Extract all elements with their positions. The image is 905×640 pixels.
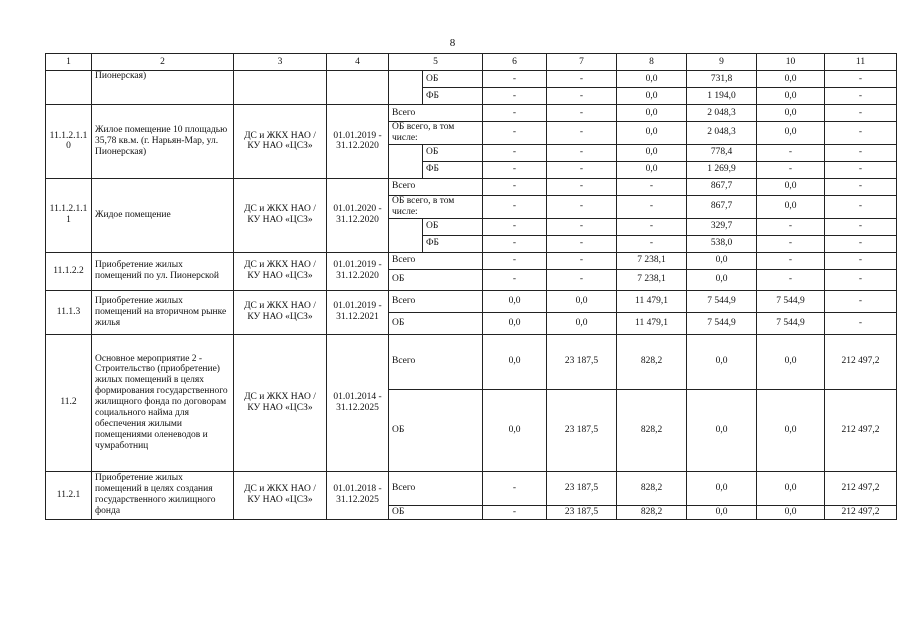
- value-cell: 867,7: [687, 195, 757, 218]
- col-header-9: 9: [687, 54, 757, 71]
- executor-cell: [234, 71, 327, 105]
- table-row: [46, 105, 897, 122]
- value-cell: 0,0: [757, 71, 825, 88]
- value-cell: -: [483, 235, 547, 252]
- value-cell: 23 187,5: [547, 505, 617, 519]
- name-cell: Пионерская): [92, 71, 234, 105]
- value-cell: 0,0: [547, 312, 617, 334]
- col-header-11: 11: [825, 54, 897, 71]
- value-cell: 0,0: [687, 471, 757, 505]
- code-cell: 11.1.2.1.1 0: [46, 105, 92, 179]
- table-row: [46, 71, 897, 88]
- value-cell: 0,0: [483, 334, 547, 389]
- name-cell: Жидое помещение: [92, 178, 234, 252]
- value-cell: 7 544,9: [687, 290, 757, 312]
- value-cell: -: [825, 290, 897, 312]
- value-cell: 828,2: [617, 389, 687, 471]
- period-cell: 01.01.2014 - 31.12.2025: [327, 334, 389, 471]
- value-cell: 7 238,1: [617, 252, 687, 269]
- period-cell: [327, 71, 389, 105]
- value-cell: -: [757, 235, 825, 252]
- value-cell: 0,0: [757, 389, 825, 471]
- value-cell: -: [483, 144, 547, 161]
- value-cell: 0,0: [757, 195, 825, 218]
- value-cell: -: [483, 252, 547, 269]
- value-cell: -: [547, 144, 617, 161]
- value-cell: 0,0: [757, 88, 825, 105]
- value-cell: 0,0: [483, 312, 547, 334]
- value-cell: 7 544,9: [757, 290, 825, 312]
- value-cell: -: [547, 252, 617, 269]
- value-cell: 828,2: [617, 505, 687, 519]
- value-cell: -: [825, 269, 897, 290]
- funding-type-cell: ОБ: [389, 269, 483, 290]
- value-cell: 0,0: [687, 334, 757, 389]
- value-cell: -: [825, 122, 897, 145]
- value-cell: 1 269,9: [687, 161, 757, 178]
- value-cell: -: [483, 105, 547, 122]
- executor-cell: ДС и ЖКХ НАО / КУ НАО «ЦСЗ»: [234, 252, 327, 290]
- code-cell: 11.1.3: [46, 290, 92, 334]
- value-cell: -: [483, 471, 547, 505]
- funding-type-cell: ОБ: [389, 389, 483, 471]
- value-cell: 212 497,2: [825, 334, 897, 389]
- col-header-1: 1: [46, 54, 92, 71]
- value-cell: 11 479,1: [617, 312, 687, 334]
- funding-type-cell: ФБ: [423, 235, 483, 252]
- code-cell: 11.2.1: [46, 471, 92, 519]
- funding-type-cell: ОБ всего, в том числе:: [389, 122, 483, 145]
- indent-cell: [389, 71, 423, 105]
- value-cell: 7 544,9: [687, 312, 757, 334]
- value-cell: 2 048,3: [687, 122, 757, 145]
- value-cell: -: [757, 269, 825, 290]
- indent-cell: [389, 218, 423, 252]
- executor-cell: ДС и ЖКХ НАО / КУ НАО «ЦСЗ»: [234, 334, 327, 471]
- period-cell: 01.01.2018 - 31.12.2025: [327, 471, 389, 519]
- value-cell: 11 479,1: [617, 290, 687, 312]
- col-header-2: 2: [92, 54, 234, 71]
- funding-type-cell: Всего: [389, 252, 483, 269]
- period-cell: 01.01.2020 - 31.12.2020: [327, 178, 389, 252]
- col-header-5: 5: [389, 54, 483, 71]
- period-cell: 01.01.2019 - 31.12.2020: [327, 252, 389, 290]
- value-cell: 0,0: [617, 105, 687, 122]
- value-cell: 329,7: [687, 218, 757, 235]
- value-cell: -: [483, 88, 547, 105]
- value-cell: 23 187,5: [547, 471, 617, 505]
- value-cell: 0,0: [687, 389, 757, 471]
- funding-type-cell: ОБ: [389, 312, 483, 334]
- value-cell: 0,0: [617, 122, 687, 145]
- value-cell: 0,0: [617, 161, 687, 178]
- col-header-8: 8: [617, 54, 687, 71]
- col-header-3: 3: [234, 54, 327, 71]
- value-cell: 212 497,2: [825, 471, 897, 505]
- value-cell: -: [483, 161, 547, 178]
- value-cell: 0,0: [483, 290, 547, 312]
- name-cell: Приобретение жилых помещений в целях создания государственного жилищного фонда: [92, 471, 234, 519]
- value-cell: 212 497,2: [825, 389, 897, 471]
- value-cell: 2 048,3: [687, 105, 757, 122]
- value-cell: 778,4: [687, 144, 757, 161]
- col-header-10: 10: [757, 54, 825, 71]
- value-cell: -: [757, 252, 825, 269]
- col-header-7: 7: [547, 54, 617, 71]
- code-cell: 11.1.2.1.1 1: [46, 178, 92, 252]
- period-cell: 01.01.2019 - 31.12.2020: [327, 105, 389, 179]
- funding-type-cell: ОБ: [423, 144, 483, 161]
- value-cell: -: [547, 218, 617, 235]
- value-cell: -: [547, 105, 617, 122]
- col-header-6: 6: [483, 54, 547, 71]
- value-cell: -: [825, 195, 897, 218]
- col-header-4: 4: [327, 54, 389, 71]
- value-cell: 212 497,2: [825, 505, 897, 519]
- budget-table: [45, 53, 897, 520]
- value-cell: 731,8: [687, 71, 757, 88]
- value-cell: -: [825, 312, 897, 334]
- value-cell: -: [547, 88, 617, 105]
- value-cell: -: [483, 122, 547, 145]
- value-cell: -: [547, 235, 617, 252]
- value-cell: -: [825, 252, 897, 269]
- value-cell: -: [547, 161, 617, 178]
- value-cell: -: [757, 161, 825, 178]
- value-cell: 0,0: [687, 252, 757, 269]
- table-row: [46, 252, 897, 269]
- value-cell: 0,0: [483, 389, 547, 471]
- funding-type-cell: Всего: [389, 105, 483, 122]
- value-cell: -: [483, 71, 547, 88]
- value-cell: -: [617, 195, 687, 218]
- indent-cell: [389, 144, 423, 178]
- period-cell: 01.01.2019 - 31.12.2021: [327, 290, 389, 334]
- value-cell: -: [825, 178, 897, 195]
- page-number: 8: [449, 37, 456, 49]
- funding-type-cell: Всего: [389, 178, 483, 195]
- table-row: [46, 334, 897, 389]
- value-cell: 867,7: [687, 178, 757, 195]
- value-cell: -: [483, 178, 547, 195]
- value-cell: -: [825, 144, 897, 161]
- value-cell: -: [547, 178, 617, 195]
- value-cell: -: [483, 195, 547, 218]
- funding-type-cell: ФБ: [423, 161, 483, 178]
- value-cell: -: [547, 195, 617, 218]
- funding-type-cell: ФБ: [423, 88, 483, 105]
- value-cell: 0,0: [757, 334, 825, 389]
- code-cell: 11.1.2.2: [46, 252, 92, 290]
- funding-type-cell: ОБ: [423, 71, 483, 88]
- value-cell: -: [825, 218, 897, 235]
- value-cell: -: [825, 105, 897, 122]
- value-cell: -: [483, 269, 547, 290]
- value-cell: 828,2: [617, 334, 687, 389]
- value-cell: -: [825, 235, 897, 252]
- code-cell: [46, 71, 92, 105]
- executor-cell: ДС и ЖКХ НАО / КУ НАО «ЦСЗ»: [234, 471, 327, 519]
- value-cell: 7 238,1: [617, 269, 687, 290]
- header-row: [46, 54, 897, 71]
- value-cell: 0,0: [617, 88, 687, 105]
- value-cell: -: [757, 144, 825, 161]
- table-body: [46, 54, 897, 520]
- executor-cell: ДС и ЖКХ НАО / КУ НАО «ЦСЗ»: [234, 105, 327, 179]
- executor-cell: ДС и ЖКХ НАО / КУ НАО «ЦСЗ»: [234, 178, 327, 252]
- value-cell: 0,0: [757, 178, 825, 195]
- value-cell: 0,0: [617, 144, 687, 161]
- value-cell: -: [483, 505, 547, 519]
- name-cell: Жилое помещение 10 площадью 35,78 кв.м. (г. Нарьян-Мар, ул. Пионерская): [92, 105, 234, 179]
- value-cell: 0,0: [547, 290, 617, 312]
- value-cell: 1 194,0: [687, 88, 757, 105]
- funding-type-cell: ОБ: [423, 218, 483, 235]
- name-cell: Приобретение жилых помещений по ул. Пионерской: [92, 252, 234, 290]
- table-row: [46, 178, 897, 195]
- value-cell: 0,0: [757, 505, 825, 519]
- value-cell: -: [617, 178, 687, 195]
- value-cell: -: [825, 88, 897, 105]
- funding-type-cell: ОБ: [389, 505, 483, 519]
- value-cell: -: [483, 218, 547, 235]
- value-cell: 0,0: [757, 105, 825, 122]
- funding-type-cell: Всего: [389, 290, 483, 312]
- value-cell: -: [617, 235, 687, 252]
- value-cell: 0,0: [687, 269, 757, 290]
- value-cell: -: [617, 218, 687, 235]
- funding-type-cell: Всего: [389, 471, 483, 505]
- value-cell: -: [825, 71, 897, 88]
- value-cell: 0,0: [617, 71, 687, 88]
- value-cell: 0,0: [757, 471, 825, 505]
- value-cell: -: [757, 218, 825, 235]
- funding-type-cell: Всего: [389, 334, 483, 389]
- value-cell: -: [825, 161, 897, 178]
- table-row: [46, 290, 897, 312]
- value-cell: 7 544,9: [757, 312, 825, 334]
- value-cell: 0,0: [687, 505, 757, 519]
- value-cell: 828,2: [617, 471, 687, 505]
- name-cell: Основное мероприятие 2 - Строительство (приобретение) жилых помещений в целях формирования государственного жилищного фонда по договорам социального найма для обеспечения жилыми помещениями оленеводов и чумработниц: [92, 334, 234, 471]
- executor-cell: ДС и ЖКХ НАО / КУ НАО «ЦСЗ»: [234, 290, 327, 334]
- value-cell: 23 187,5: [547, 389, 617, 471]
- value-cell: 23 187,5: [547, 334, 617, 389]
- value-cell: -: [547, 269, 617, 290]
- value-cell: -: [547, 71, 617, 88]
- table-row: [46, 471, 897, 505]
- funding-type-cell: ОБ всего, в том числе:: [389, 195, 483, 218]
- value-cell: 0,0: [757, 122, 825, 145]
- code-cell: 11.2: [46, 334, 92, 471]
- value-cell: -: [547, 122, 617, 145]
- name-cell: Приобретение жилых помещений на вторичном рынке жилья: [92, 290, 234, 334]
- value-cell: 538,0: [687, 235, 757, 252]
